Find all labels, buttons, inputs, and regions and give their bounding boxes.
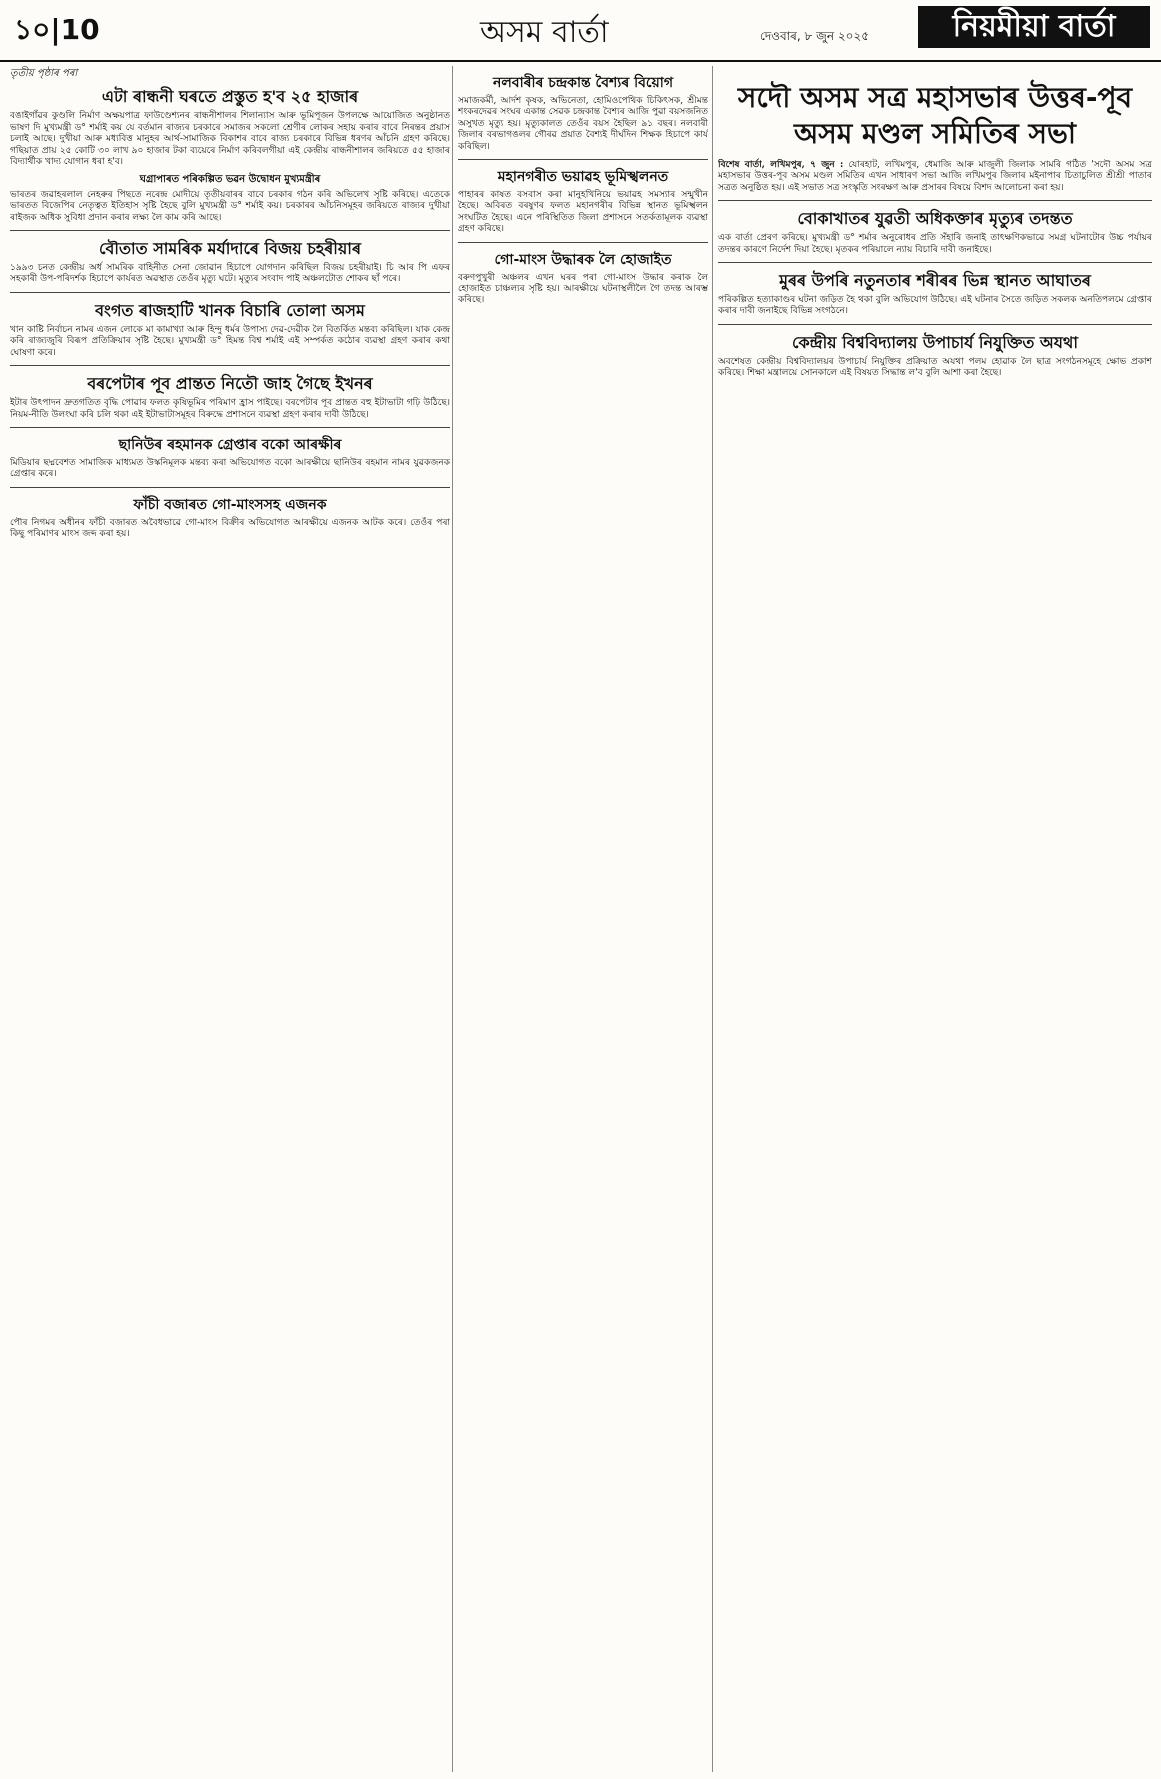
section-title: অসম বাৰ্তা xyxy=(480,15,609,50)
story-headline: কেন্দ্ৰীয় বিশ্ববিদ্যালয় উপাচাৰ্য নিযুক্তিত অযথা xyxy=(791,332,1079,352)
story-headline: এটা ৰান্ধনী ঘৰতে প্ৰস্তুত হ'ব ২৫ হাজাৰ xyxy=(101,87,359,107)
divider xyxy=(718,200,1152,201)
story-subhead: ঘগ্ৰাপাৰত পৰিকল্পিত ভৱন উদ্বোধন মুখ্যমন্ত্ৰীৰ xyxy=(139,174,321,186)
issue-date: দেওবাৰ, ৮ জুন ২০২৫ xyxy=(760,29,870,43)
column-rule xyxy=(452,66,453,1772)
column-middle xyxy=(458,66,708,1772)
page-number: ১০|10 xyxy=(14,13,100,46)
story-body: বৰুণপুখুৰী অঞ্চলৰ এখন ঘৰৰ পৰা গো-মাংস উদ্ধাৰ কৰাক লৈ হোজাইত চাঞ্চল্যৰ সৃষ্টি হয়। আৰক্ষীয়ে ঘটনাস্থলীলৈ গৈ তদন্ত আৰম্ভ কৰিছে। xyxy=(458,272,708,306)
newspaper-logo: নিয়মীয়া বাৰ্তা xyxy=(918,6,1150,48)
story-headline: নলবাৰীৰ চন্দ্ৰকান্ত বৈশ্যৰ বিয়োগ xyxy=(493,75,673,91)
story-body: পৌৰ নিগমৰ অধীনৰ ফাঁচী বজাৰত অবৈধভাৱে গো-মাংস বিক্ৰীৰ অভিযোগত আৰক্ষীয়ে এজনক আটক কৰে। তেওঁৰ পৰা কিছু পৰিমাণৰ মাংস জব্দ কৰা হয়। xyxy=(10,517,450,540)
divider xyxy=(10,230,450,231)
story-headline: মুৰৰ উপৰি নতুনতাৰ শৰীৰৰ ভিন্ন স্থানত আঘাতৰ xyxy=(779,271,1091,291)
story-body: খান কাষ্টি নিৰ্বাচন নামৰ এজন লোকে মা কামাখ্যা আৰু হিন্দু ধৰ্মৰ উপাস্য দেৱ-দেৱীক লৈ বিতৰ্কিত মন্তব্য কৰিছিল। যাক কেন্দ্ৰ কৰি ৰাজ্যজুৰি বিৰূপ প্ৰতিক্ৰিয়াৰ সৃষ্টি হৈছে। মুখ্যমন্ত্ৰী ড° হিমন্ত বিশ্ব শৰ্মাই এই সম্পৰ্কত কঠোৰ ব্যৱস্থা গ্ৰহণ কৰাৰ কথা ঘোষণা কৰে। xyxy=(10,324,450,358)
story-body: এক বাৰ্তা প্ৰেৰণ কৰিছে। মুখ্যমন্ত্ৰী ড° শৰ্মাৰ অনুৰোধৰ প্ৰতি সঁহাৰি জনাই তাৎক্ষণিকভাৱে সমগ্ৰ ঘটনাটোৰ উচ্চ পৰ্যায়ৰ তদন্তৰ কাৰণে নিৰ্দেশ দিয়া হৈছে। মৃতকৰ পৰিয়ালে ন্যায় বিচাৰি দাবী জনাইছে। xyxy=(718,233,1152,255)
story-body: যোৰহাট, লখিমপুৰ, ধেমাজি আৰু মাজুলী জিলাক সামৰি গঠিত 'সদৌ অসম সত্ৰ মহাসভাৰ উত্তৰ-পূব অসম মণ্ডল সমিতিৰ এখন সাধাৰণ সভা আজি লখিমপুৰ জিলাৰ মইনাপাৰ চিতাচুলিত শ্ৰীশ্ৰী পাতাৰ সত্ৰত অনুষ্ঠিত হয়। এই সভাত সত্ৰ সংস্কৃতি সংৰক্ষণ আৰু প্ৰসাৰৰ বিষয়ে বিশদ আলোচনা কৰা হয়। xyxy=(718,160,1152,193)
story-body: বঙাইগাঁৱৰ কুণ্ডলি নিৰ্মাণ অক্ষয়পাত্ৰ ফাউণ্ডেশ্যনৰ ৰান্ধনীশালৰ শিলান্যাস আৰু ভূমিপূজন উপলক্ষে আয়োজিত অনুষ্ঠানত ভাষণ দি মুখ্যমন্ত্ৰী ড° শৰ্মাই কয় যে বৰ্তমান ৰাজ্যৰ চৰকাৰে সমাজৰ সকলো শ্ৰেণীৰ লোকৰ সহায় কৰাৰ বাবে নিৰন্তৰ প্ৰয়াস চলাই আছে। দুখীয়া আৰু মধ্যবিত্ত মানুহৰ আৰ্থ-সামাজিক বিকাশৰ বাবে ৰাজ্য চৰকাৰে বিভিন্ন ধৰণৰ আঁচনি গ্ৰহণ কৰিছে। গছিয়াত প্ৰায় ২৫ কোটি ৩০ লাখ ৯০ হাজাৰ টকা ব্যয়েৰে নিৰ্মাণ কৰিবলগীয়া এই কেন্দ্ৰীয় ৰান্ধনীশালৰ জৰিয়তে ৫৫ হাজাৰ বিদ্যাৰ্থীক খাদ্য যোগান ধৰা হ'ব। xyxy=(10,111,450,168)
divider xyxy=(10,487,450,488)
story-body: মিডিয়াৰ ছদ্মবেশত সামাজিক মাধ্যমত উস্কনিমূলক মন্তব্য কৰা অভিযোগত বকো আৰক্ষীয়ে ছানিউৰ ৰহমান নামৰ যুৱকজনক গ্ৰেপ্তাৰ কৰে। xyxy=(10,457,450,480)
divider xyxy=(10,292,450,293)
story-body: ইটাৰ উৎপাদন দ্ৰুতগতিত বৃদ্ধি পোৱাৰ ফলত কৃষিভূমিৰ পৰিমাণ হ্ৰাস পাইছে। বৰপেটাৰ পূব প্ৰান্তত বহু ইটাভাটা গঢ়ি উঠিছে। নিয়ম-নীতি উলংঘা কৰি চলি থকা এই ইটাভাটাসমূহৰ বিৰুদ্ধে প্ৰশাসনে ব্যৱস্থা গ্ৰহণ কৰাৰ দাবী উঠিছে। xyxy=(10,398,450,420)
story-headline: ফাঁচী বজাৰত গো-মাংসসহ এজনক xyxy=(133,496,327,513)
story-body: সমাজকৰ্মী, আৰ্দশ কৃষক, অভিনেতা, হোমিওপেথিক চিকিৎসক, শ্ৰীমন্ত শংকৰদেৱৰ সংঘৰ একান্ত সেৱক চন্দ্ৰকান্ত বৈশ্যৰ আজি পুৱা বয়সজনিত অসুখত মৃত্যু হয়। মৃত্যুকালত তেওঁৰ বয়স হৈছিল ৯১ বছৰ। নলবাৰী জিলাৰ বৰভাগঙলৰ গৌৰৱ প্ৰয়াত বৈশ্যই দীৰ্ঘদিন শিক্ষক হিচাপে কাৰ্য কৰিছিল। xyxy=(458,96,708,152)
story-body: অবশেষত কেন্দ্ৰীয় বিশ্ববিদ্যালয়ৰ উপাচাৰ্য নিযুক্তিৰ প্ৰক্ৰিয়াত অযথা পলম হোৱাক লৈ ছাত্ৰ সংগঠনসমূহে ক্ষোভ প্ৰকাশ কৰিছে। শিক্ষা মন্ত্ৰালয়ে সোনকালে এই বিষয়ত সিদ্ধান্ত ল'ব বুলি আশা কৰা হৈছে। xyxy=(718,356,1152,379)
story-body: ভাৰতৰ জৱাহৰলাল নেহৰুৰ পিছতে নৰেন্দ্ৰ মোদীয়ে তৃতীয়বাৰৰ বাবে চৰকাৰ গঠন কৰি অভিলেখ সৃষ্টি কৰিছে। এতেকে ভাৰতত বিজেপিৰ নেতৃত্বত ইতিহাস সৃষ্টি হৈছে বুলি মুখ্যমন্ত্ৰী ড° শৰ্মাই কয়। চৰকাৰৰ আঁচনিসমূহৰ জৰিয়তে ৰাজ্যৰ দুখীয়া ৰাইজক অধিক সুবিধা প্ৰদান কৰাৰ লক্ষ্য লৈ কাম কৰি আছে। xyxy=(10,189,450,223)
divider xyxy=(458,159,708,160)
story-headline: বোকাখাতৰ যুৱতী অধিকক্তাৰ মৃত্যুৰ তদন্তত xyxy=(797,209,1073,229)
story-headline: ছানিউৰ ৰহমানক গ্ৰেপ্তাৰ বকো আৰক্ষীৰ xyxy=(118,436,342,453)
column-right xyxy=(718,66,1152,1772)
story-body: পৰিকল্পিত হত্যাকাণ্ডৰ ঘটনা জড়িত হৈ থকা বুলি অভিযোগ উঠিছে। এই ঘটনাৰ সৈতে জড়িত সকলক অনতিপলমে গ্ৰেপ্তাৰ কৰাৰ দাবী জনাইছে বিভিন্ন সংগঠনে। xyxy=(718,295,1152,317)
story-headline: মহানগৰীত ভয়াৱহ ভূমিস্খলনত xyxy=(497,169,669,186)
story-headline: গো-মাংস উদ্ধাৰক লৈ হোজাইত xyxy=(494,251,672,268)
divider xyxy=(718,262,1152,263)
column-rule xyxy=(712,66,713,1772)
masthead xyxy=(0,0,1161,62)
divider xyxy=(718,324,1152,325)
column-left xyxy=(10,66,450,1772)
story-body: ১৯৯৩ চনত কেন্দ্ৰীয় অৰ্ধ সামৰিক বাহিনীত সেনা জোৱান হিচাপে যোগদান কৰিছিল বিজয় চহৰীয়াই। চি আৰ পি এফৰ সহকাৰী উপ-পৰিদৰ্শক হিচাপে কাৰ্যৰত অৱস্থাত তেওঁৰ মৃত্যু ঘটে। মৃত্যুৰ সংবাদ পাই অঞ্চলটোত শোকৰ ছাঁ পৰে। xyxy=(10,263,450,285)
divider xyxy=(458,242,708,243)
lead-headline: সদৌ অসম সত্ৰ মহাসভাৰ উত্তৰ-পূব অসম মণ্ডল সমিতিৰ সভা xyxy=(737,81,1133,150)
story-headline: বৌতাত সামৰিক মৰ্যাদাৰে বিজয় চহৰীয়াৰ xyxy=(99,239,361,259)
story-headline: বংগত ৰাজহাটি খানক বিচাৰি তোলা অসম xyxy=(95,300,365,320)
divider xyxy=(10,365,450,366)
divider xyxy=(10,427,450,428)
story-body: পাহাৰৰ কাষত বসবাস কৰা মানুহখিনিয়ে ভয়াৱহ সমস্যাৰ সন্মুখীন হৈছে। অবিৰত বৰষুণৰ ফলত মহানগৰীৰ বিভিন্ন স্থানত ভূমিস্খলন সংঘটিত হৈছে। এনে পৰিস্থিতিত জিলা প্ৰশাসনে সতৰ্কতামূলক ব্যৱস্থা গ্ৰহণ কৰিছে। xyxy=(458,190,708,235)
story-headline: বৰপেটাৰ পূব প্ৰান্তত নিতৌ জাহ গৈছে ইখনৰ xyxy=(87,374,373,394)
continued-label: তৃতীয় পৃষ্ঠাৰ পৰা xyxy=(10,68,78,79)
lead-dateline: বিশেষ বাৰ্তা, লখিমপুৰ, ৭ জুন : xyxy=(718,160,844,170)
